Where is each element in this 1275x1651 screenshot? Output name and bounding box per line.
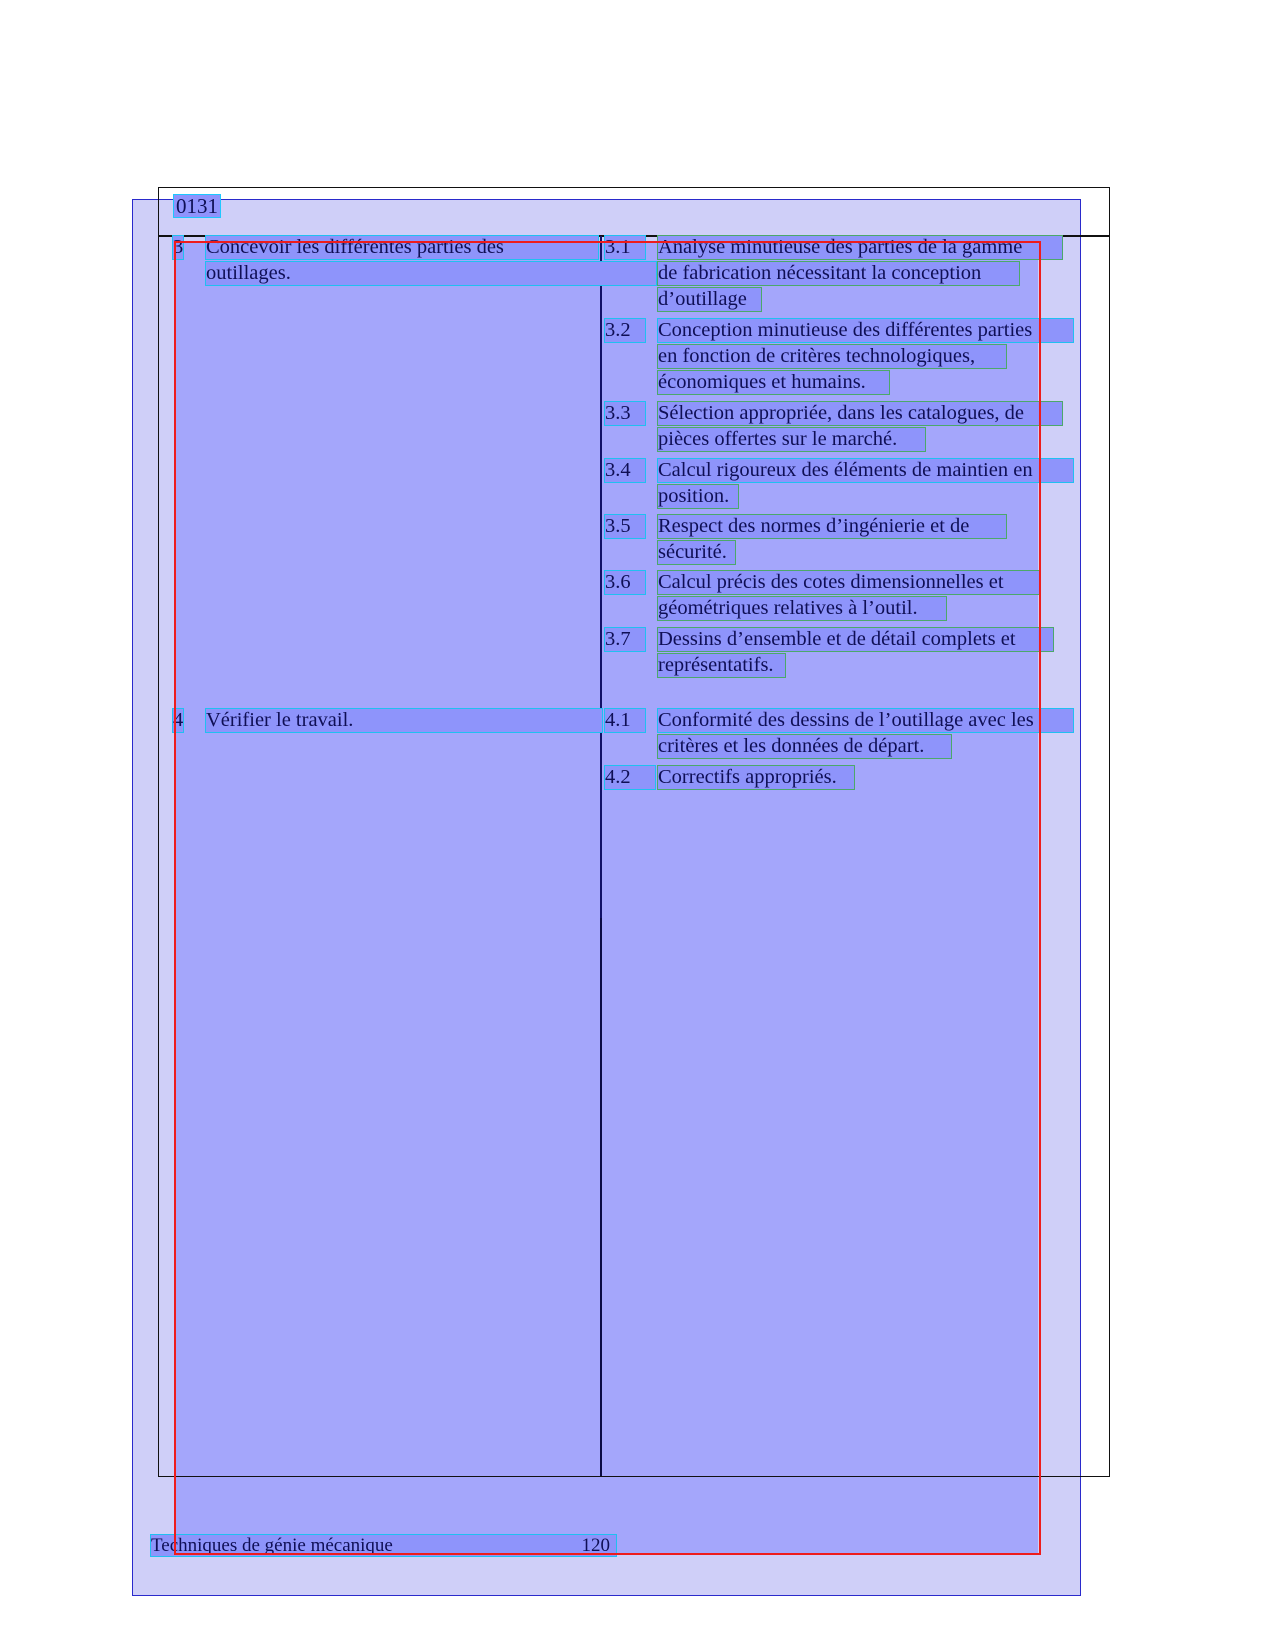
criterion-text-line: sécurité. bbox=[658, 541, 735, 564]
criterion-text-line: critères et les données de départ. bbox=[658, 735, 951, 758]
criterion-text-line: Calcul précis des cotes dimensionnelles et bbox=[658, 571, 1039, 594]
criterion-text-line: Conformité des dessins de l’outillage avec les bbox=[658, 709, 1073, 732]
criterion-number: 4.2 bbox=[605, 766, 655, 789]
criterion-text-line: pièces offertes sur le marché. bbox=[658, 428, 925, 451]
footer-title: Techniques de génie mécanique bbox=[151, 1535, 393, 1556]
criterion-number: 3.3 bbox=[605, 402, 645, 425]
criterion-text-line: en fonction de critères technologiques, bbox=[658, 345, 1006, 368]
criterion-text-line: économiques et humains. bbox=[658, 371, 889, 394]
criterion-text-line: d’outillage bbox=[658, 288, 761, 311]
page-footer bbox=[151, 1535, 616, 1556]
criterion-text-line: position. bbox=[658, 485, 738, 508]
criterion-text-line: Conception minutieuse des différentes parties bbox=[658, 319, 1073, 342]
criterion-text-line: Sélection appropriée, dans les catalogues, de bbox=[658, 402, 1062, 425]
element-number: 3 bbox=[173, 236, 184, 258]
competency-code: 0131 bbox=[176, 194, 218, 218]
criterion-number: 3.6 bbox=[605, 571, 645, 594]
criterion-text-line: Correctifs appropriés. bbox=[658, 766, 854, 789]
criterion-text-line: de fabrication nécessitant la conception bbox=[658, 262, 1019, 285]
criterion-number: 3.7 bbox=[605, 628, 645, 651]
element-number: 4 bbox=[173, 709, 184, 731]
criterion-text-line: Dessins d’ensemble et de détail complets et bbox=[658, 628, 1053, 651]
criterion-number: 3.2 bbox=[605, 319, 645, 342]
criterion-text-line: représentatifs. bbox=[658, 654, 785, 677]
element-text-line: Concevoir les différentes parties des bbox=[206, 236, 598, 259]
footer-page-number: 120 bbox=[581, 1535, 610, 1556]
criterion-text-line: Calcul rigoureux des éléments de maintien en bbox=[658, 459, 1073, 482]
table-column-divider-lower bbox=[600, 918, 602, 1476]
criterion-text-line: Analyse minutieuse des parties de la gamme bbox=[658, 236, 1062, 259]
criterion-text-line: géométriques relatives à l’outil. bbox=[658, 597, 946, 620]
criterion-text-line: Respect des normes d’ingénierie et de bbox=[658, 515, 1006, 538]
criterion-number: 3.5 bbox=[605, 515, 645, 538]
element-text-line: Vérifier le travail. bbox=[206, 709, 602, 732]
criterion-number: 3.4 bbox=[605, 459, 645, 482]
element-text-line: outillages. bbox=[206, 262, 656, 285]
criterion-number: 4.1 bbox=[605, 709, 645, 732]
criterion-number: 3.1 bbox=[605, 236, 645, 259]
